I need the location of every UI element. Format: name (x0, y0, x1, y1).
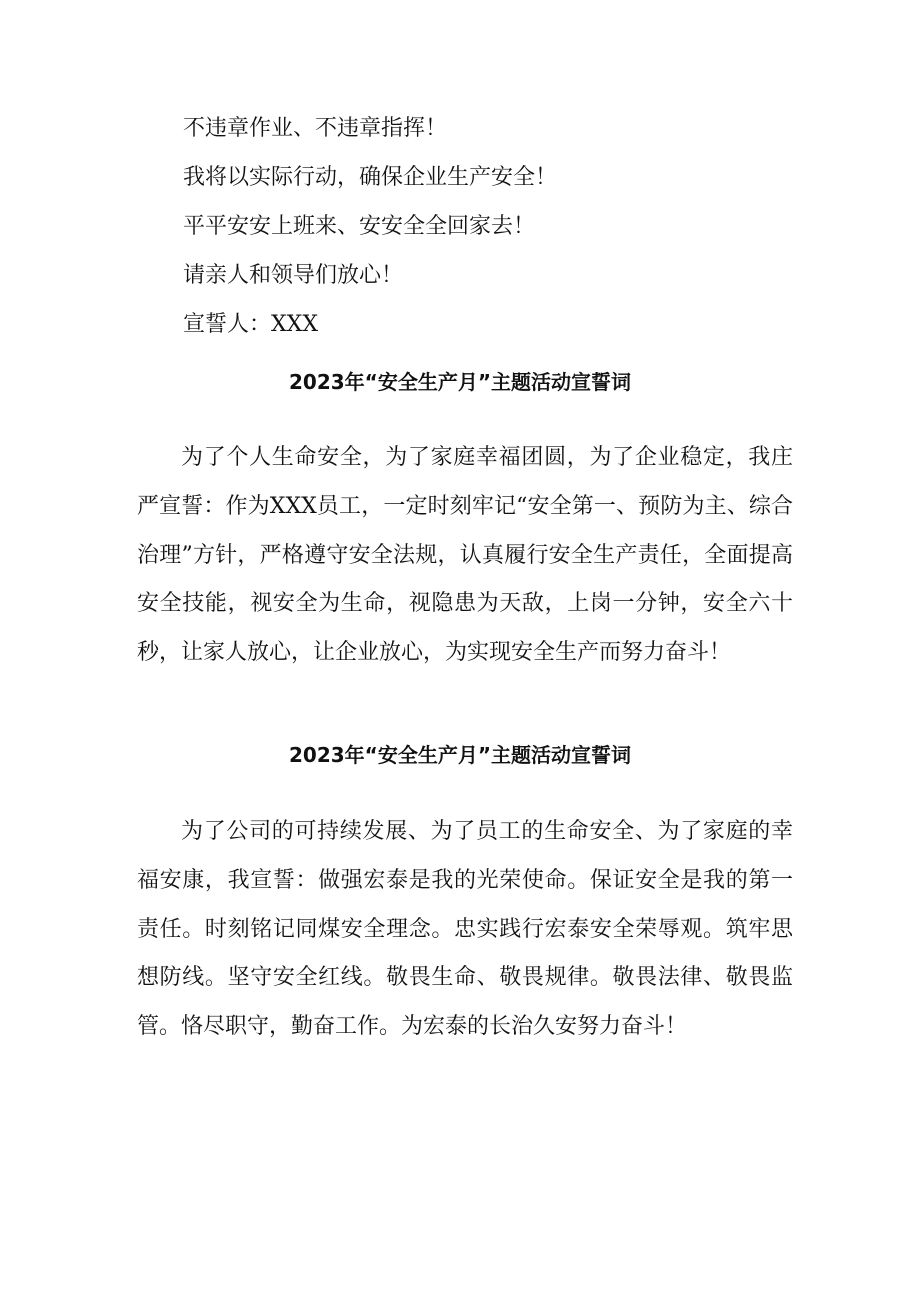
pledge-line: 请亲人和领导们放心！ (183, 263, 404, 288)
section-title: 2023年“安全生产月”主题活动宣誓词 (289, 370, 631, 394)
pledge-line: 不违章作业、不违章指挥！ (183, 116, 448, 141)
pledge-line: 平平安安上班来、安安全全回家去！ (183, 214, 536, 239)
section-body: 为了个人生命安全，为了家庭幸福团圆，为了企业稳定，我庄严宣誓：作为XXX员工，一定时刻牢记“安全第一、预防为主、综合治理”方针，严格遵守安全法规，认真履行安全生产责任，全面提高安全技能，视安全为生命，视隐患为天敌，上岗一分钟，安全六十秒，让家人放心，让企业放心，为实现安全生产而努力奋斗！ (137, 445, 793, 666)
section-body: 为了公司的可持续发展、为了员工的生命安全、为了家庭的幸福安康，我宣誓：做强宏泰是我的光荣使命。保证安全是我的第一责任。时刻铭记同煤安全理念。忠实践行宏泰安全荣辱观。筑牢思想防线。坚守安全红线。敬畏生命、敬畏规律。敬畏法律、敬畏监管。恪尽职守，勤奋工作。为宏泰的长治久安努力奋斗！ (137, 819, 793, 1040)
pledge-signer: 宣誓人：XXX (183, 312, 318, 337)
section-title: 2023年“安全生产月”主题活动宣誓词 (289, 743, 631, 767)
pledge-line: 我将以实际行动，确保企业生产安全！ (183, 165, 558, 190)
